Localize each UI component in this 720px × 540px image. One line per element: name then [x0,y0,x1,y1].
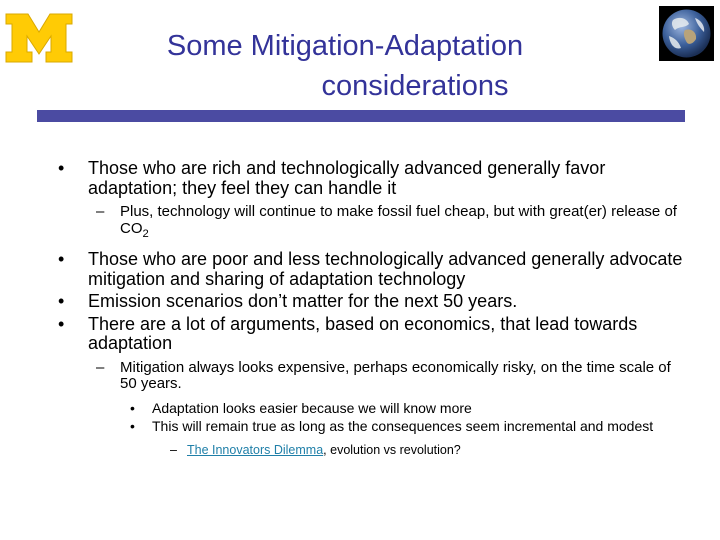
sub-sub-bullet-item [56,419,686,434]
sub-bullet-item [56,360,686,393]
innovators-dilemma-link[interactable]: The Innovators Dilemma [187,442,324,457]
title-line-2: considerations [321,70,509,102]
level4-item [56,443,686,457]
dash-marker: – [96,203,105,220]
bullet-item [56,159,686,198]
bullet-marker: • [58,313,65,334]
bullet-marker: • [58,249,65,269]
earth-image [659,6,714,61]
earth-globe-icon [659,6,714,61]
bullet-text: Emission scenarios don’t matter for the next 50 years. [88,291,518,311]
sub-bullet-item [56,204,686,242]
bullet-text: There are a lot of arguments, based on economics, that lead towards adaptation [88,313,638,353]
dash-marker: – [96,358,105,376]
block-m-logo-icon [4,12,74,64]
slide-content [56,156,686,457]
bullet-item [56,315,686,354]
bullet-text: Those who are poor and less technologically advanced generally advocate mitigation and sharing of adaptation technology [88,249,683,289]
bullet-item [56,292,686,312]
bullet-text: Those who are rich and technologically advanced generally favor adaptation; they feel they can handle it [88,158,606,198]
title-line-1: Some Mitigation-Adaptation [166,30,524,62]
sub-bullet-text: Mitigation always looks expensive, perhaps economically risky, on the time scale of 50 years. [120,358,671,392]
bullet-marker: • [130,399,135,416]
page-title [150,26,570,106]
sub-sub-bullet-item [56,401,686,416]
sub-sub-bullet-text: This will remain true as long as the consequences seem incremental and modest [152,417,654,434]
university-logo [4,12,74,64]
sub-sub-bullet-text: Adaptation looks easier because we will know more [152,399,472,416]
bullet-item [56,250,686,289]
dash-marker: – [170,442,177,457]
subscript-text: 2 [142,227,149,240]
sub-bullet-text: Plus, technology will continue to make fossil fuel cheap, but with great(er) release of CO [120,203,677,237]
bullet-marker: • [58,291,65,311]
bullet-marker: • [58,158,65,178]
title-underline-bar [37,110,685,122]
bullet-marker: • [130,417,135,434]
level4-text: , evolution vs revolution? [323,442,461,457]
